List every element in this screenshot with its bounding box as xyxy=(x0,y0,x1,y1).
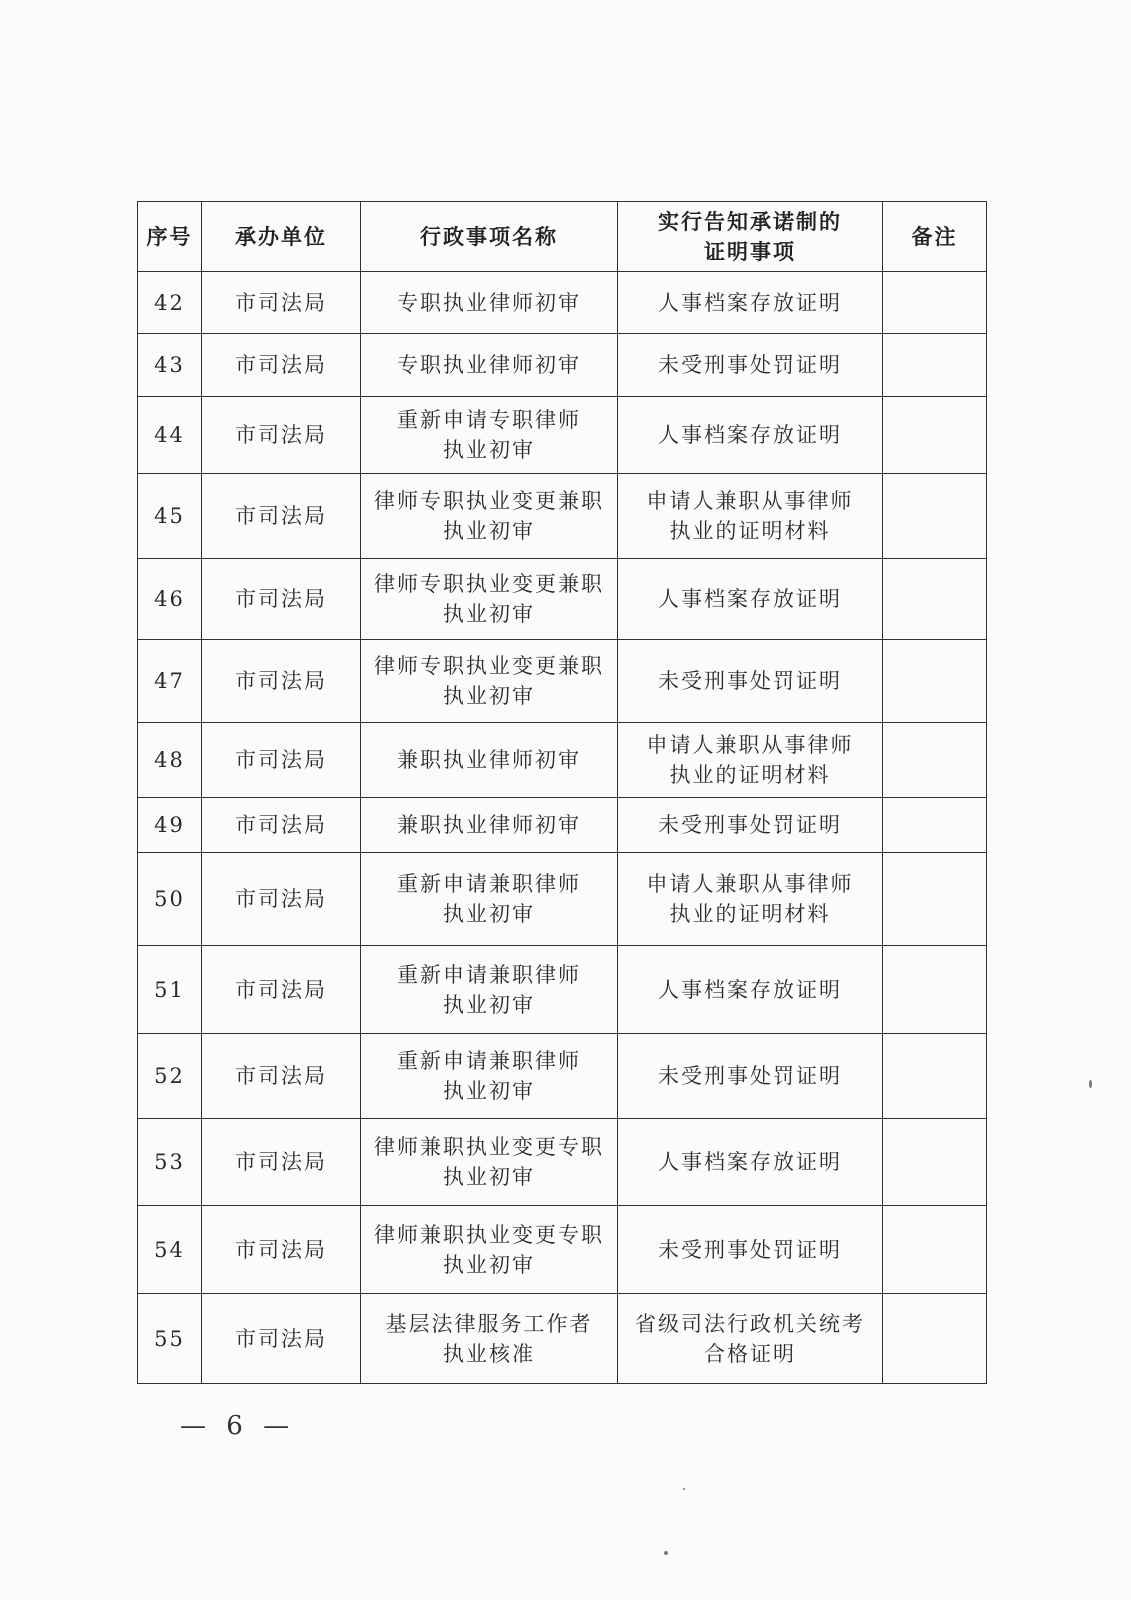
row-proof xyxy=(618,640,883,723)
row-item-line1: 律师专职执业变更兼职 xyxy=(374,572,604,596)
row-proof xyxy=(618,474,883,559)
table-row xyxy=(138,853,987,946)
row-item-line1: 重新申请兼职律师 xyxy=(397,872,581,896)
row-note xyxy=(883,474,987,559)
row-note xyxy=(883,853,987,946)
row-note xyxy=(883,1206,987,1294)
row-note xyxy=(883,272,987,334)
row-proof-line1: 申请人兼职从事律师 xyxy=(646,872,854,896)
row-proof-line1: 未受刑事处罚证明 xyxy=(658,1064,842,1088)
header-unit: 承办单位 xyxy=(202,202,361,272)
row-unit-text: 市司法局 xyxy=(235,587,327,611)
row-index-text: 42 xyxy=(154,290,185,315)
scan-speck xyxy=(664,1551,668,1555)
row-index xyxy=(138,397,202,474)
row-unit xyxy=(202,474,361,559)
row-index xyxy=(138,1119,202,1206)
scan-speck xyxy=(683,1488,685,1490)
row-index xyxy=(138,723,202,798)
table-row xyxy=(138,1294,987,1384)
row-item xyxy=(361,1119,618,1206)
row-unit xyxy=(202,946,361,1034)
row-note xyxy=(883,798,987,853)
row-proof-line1: 未受刑事处罚证明 xyxy=(658,813,842,837)
row-item-line2: 执业初审 xyxy=(443,1252,535,1277)
row-note xyxy=(883,1119,987,1206)
row-proof xyxy=(618,1034,883,1119)
row-item xyxy=(361,397,618,474)
row-proof xyxy=(618,1119,883,1206)
row-unit-text: 市司法局 xyxy=(235,290,327,315)
row-proof-line2: 执业的证明材料 xyxy=(669,519,831,543)
row-item-line1: 重新申请兼职律师 xyxy=(397,1049,581,1073)
row-index xyxy=(138,272,202,334)
row-item xyxy=(361,272,618,334)
header-index: 序号 xyxy=(138,202,202,272)
table-body xyxy=(138,272,987,1384)
table-row xyxy=(138,272,987,334)
row-index-text: 48 xyxy=(154,748,185,772)
row-proof-line1: 人事档案存放证明 xyxy=(658,423,842,447)
row-index-text: 55 xyxy=(154,1326,185,1351)
row-unit xyxy=(202,1119,361,1206)
table-row xyxy=(138,559,987,640)
row-index-text: 54 xyxy=(154,1237,185,1262)
scan-speck xyxy=(1089,1080,1092,1088)
row-unit xyxy=(202,1294,361,1384)
row-proof xyxy=(618,723,883,798)
table-row xyxy=(138,334,987,397)
row-note xyxy=(883,397,987,474)
row-proof xyxy=(618,853,883,946)
row-index xyxy=(138,559,202,640)
row-unit-text: 市司法局 xyxy=(235,813,327,837)
row-item-line2: 执业初审 xyxy=(443,684,535,708)
row-index xyxy=(138,946,202,1034)
row-index xyxy=(138,1294,202,1384)
row-unit xyxy=(202,640,361,723)
row-unit-text: 市司法局 xyxy=(235,1150,327,1174)
row-note xyxy=(883,640,987,723)
row-proof-line1: 人事档案存放证明 xyxy=(658,977,842,1002)
row-proof-line2: 执业的证明材料 xyxy=(669,763,831,787)
row-proof-line1: 未受刑事处罚证明 xyxy=(658,353,842,377)
row-index-text: 53 xyxy=(154,1150,185,1174)
row-unit-text: 市司法局 xyxy=(235,1064,327,1088)
row-proof-line1: 未受刑事处罚证明 xyxy=(658,1237,842,1262)
row-proof-line1: 人事档案存放证明 xyxy=(658,587,842,611)
header-proof xyxy=(618,202,883,272)
row-proof xyxy=(618,397,883,474)
row-item xyxy=(361,1294,618,1384)
row-item xyxy=(361,853,618,946)
row-proof-line1: 申请人兼职从事律师 xyxy=(646,733,854,757)
row-index-text: 43 xyxy=(154,353,185,377)
row-note xyxy=(883,334,987,397)
row-proof-line1: 未受刑事处罚证明 xyxy=(658,669,842,693)
row-proof-line2: 合格证明 xyxy=(704,1341,796,1366)
row-item xyxy=(361,946,618,1034)
row-index xyxy=(138,640,202,723)
row-item-line1: 专职执业律师初审 xyxy=(397,290,581,315)
row-index-text: 45 xyxy=(154,504,185,528)
row-note xyxy=(883,1034,987,1119)
table-row xyxy=(138,397,987,474)
row-proof-line1: 申请人兼职从事律师 xyxy=(646,489,854,513)
row-item xyxy=(361,559,618,640)
table-row xyxy=(138,1119,987,1206)
table-header-row xyxy=(138,202,987,272)
row-item-line1: 兼职执业律师初审 xyxy=(397,813,581,837)
row-index-text: 51 xyxy=(154,977,185,1002)
table-row xyxy=(138,1206,987,1294)
row-item-line1: 律师专职执业变更兼职 xyxy=(374,489,604,513)
row-item-line2: 执业初审 xyxy=(443,902,535,926)
row-item xyxy=(361,334,618,397)
row-index xyxy=(138,798,202,853)
header-item: 行政事项名称 xyxy=(361,202,618,272)
row-item-line2: 执业初审 xyxy=(443,438,535,462)
row-item-line2: 执业初审 xyxy=(443,1165,535,1189)
row-proof-line2: 执业的证明材料 xyxy=(669,902,831,926)
row-unit-text: 市司法局 xyxy=(235,423,327,447)
row-proof xyxy=(618,798,883,853)
row-proof-line1: 人事档案存放证明 xyxy=(658,1150,842,1174)
row-unit xyxy=(202,798,361,853)
row-unit xyxy=(202,397,361,474)
row-proof xyxy=(618,946,883,1034)
row-item xyxy=(361,798,618,853)
table-row xyxy=(138,723,987,798)
row-item-line1: 重新申请兼职律师 xyxy=(397,962,581,987)
row-item-line1: 基层法律服务工作者 xyxy=(385,1311,593,1336)
row-proof xyxy=(618,559,883,640)
row-unit xyxy=(202,272,361,334)
row-unit xyxy=(202,1206,361,1294)
header-proof-line1: 实行告知承诺制的 xyxy=(658,209,842,234)
row-item-line2: 执业核准 xyxy=(443,1341,535,1366)
row-unit-text: 市司法局 xyxy=(235,748,327,772)
row-index-text: 52 xyxy=(154,1064,185,1088)
row-item-line2: 执业初审 xyxy=(443,1079,535,1103)
row-proof xyxy=(618,334,883,397)
page-number: — 6 — xyxy=(180,1411,296,1441)
row-note xyxy=(883,946,987,1034)
row-item-line2: 执业初审 xyxy=(443,992,535,1017)
row-item-line1: 律师兼职执业变更专职 xyxy=(374,1222,604,1247)
table-row xyxy=(138,946,987,1034)
row-item-line2: 执业初审 xyxy=(443,602,535,626)
row-item xyxy=(361,474,618,559)
row-proof xyxy=(618,1206,883,1294)
row-item-line2: 执业初审 xyxy=(443,519,535,543)
row-note xyxy=(883,1294,987,1384)
row-unit xyxy=(202,334,361,397)
row-unit-text: 市司法局 xyxy=(235,887,327,911)
row-index-text: 49 xyxy=(154,813,185,837)
row-item-line1: 律师兼职执业变更专职 xyxy=(374,1135,604,1159)
row-proof-line1: 人事档案存放证明 xyxy=(658,290,842,315)
row-proof-line1: 省级司法行政机关统考 xyxy=(635,1311,865,1336)
row-item xyxy=(361,640,618,723)
row-proof xyxy=(618,1294,883,1384)
row-item xyxy=(361,1034,618,1119)
row-index xyxy=(138,334,202,397)
row-proof xyxy=(618,272,883,334)
row-item-line1: 专职执业律师初审 xyxy=(397,353,581,377)
row-index-text: 47 xyxy=(154,669,185,693)
row-note xyxy=(883,723,987,798)
row-index-text: 50 xyxy=(154,887,185,911)
row-note xyxy=(883,559,987,640)
header-note: 备注 xyxy=(883,202,987,272)
row-index xyxy=(138,474,202,559)
row-unit-text: 市司法局 xyxy=(235,504,327,528)
row-index-text: 46 xyxy=(154,587,185,611)
row-item xyxy=(361,723,618,798)
row-item-line1: 重新申请专职律师 xyxy=(397,408,581,432)
table-row xyxy=(138,474,987,559)
row-index-text: 44 xyxy=(154,423,185,447)
row-unit-text: 市司法局 xyxy=(235,1237,327,1262)
row-index xyxy=(138,1206,202,1294)
row-unit xyxy=(202,1034,361,1119)
row-item-line1: 兼职执业律师初审 xyxy=(397,748,581,772)
row-unit xyxy=(202,723,361,798)
row-unit-text: 市司法局 xyxy=(235,1326,327,1351)
row-unit-text: 市司法局 xyxy=(235,669,327,693)
row-index xyxy=(138,1034,202,1119)
row-unit xyxy=(202,559,361,640)
table-row xyxy=(138,640,987,723)
row-item-line1: 律师专职执业变更兼职 xyxy=(374,654,604,678)
table-row xyxy=(138,798,987,853)
row-unit xyxy=(202,853,361,946)
header-proof-line2: 证明事项 xyxy=(704,239,796,264)
row-index xyxy=(138,853,202,946)
row-unit-text: 市司法局 xyxy=(235,353,327,377)
table-row xyxy=(138,1034,987,1119)
proof-items-table xyxy=(137,201,987,1384)
row-unit-text: 市司法局 xyxy=(235,977,327,1002)
row-item xyxy=(361,1206,618,1294)
